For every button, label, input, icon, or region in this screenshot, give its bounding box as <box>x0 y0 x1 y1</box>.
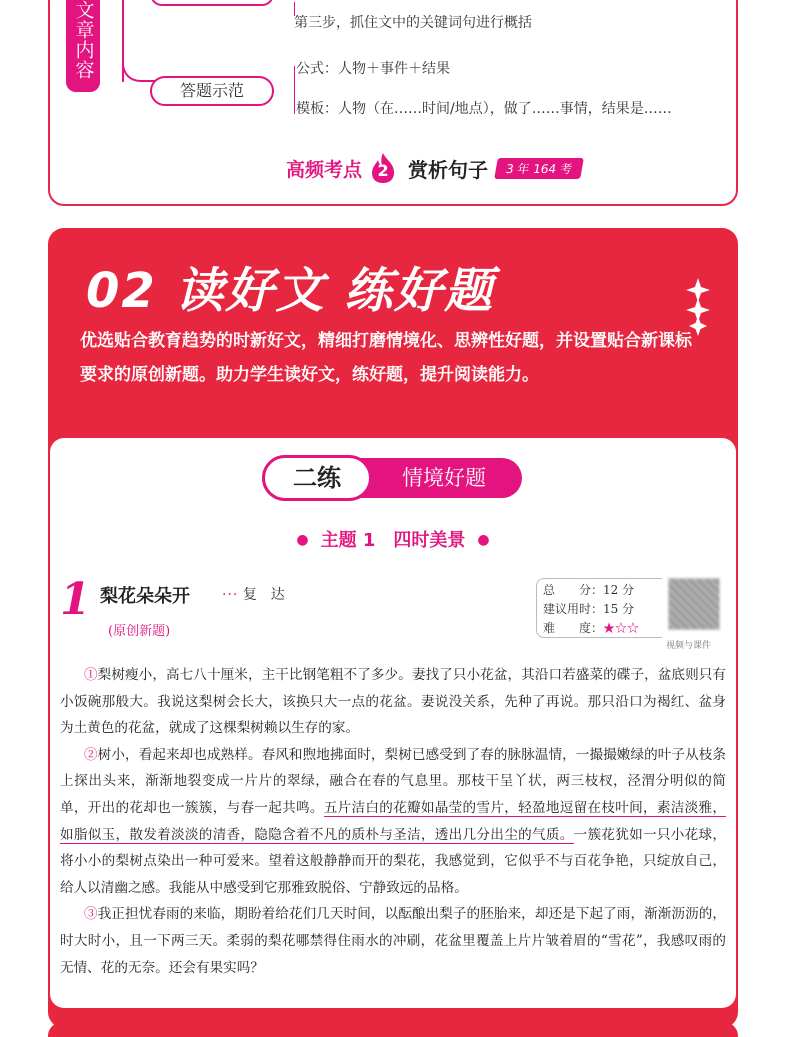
hot-topic-row <box>286 150 582 186</box>
side-tab-label: 文章内容 <box>72 0 95 80</box>
practice-level-label: 二练 <box>262 455 372 501</box>
hot-topic-number: 2 <box>377 161 389 180</box>
theme-label: 主题 1 四时美景 <box>320 530 466 551</box>
underlined-sentence: 五片洁白的花瓣如晶莹的雪片，轻盈地逗留在枝叶间，素洁淡雅，如脂似玉，散发着淡淡的清香，隐隐含着不凡的质朴与圣洁，透出几分出尘的气质。 <box>60 799 727 843</box>
paragraph-text: 我正担忧春雨的来临，期盼着给花们几天时间，以酝酿出梨子的胚胎来，却还是下起了雨，渐渐沥沥的，时大时小，且一下两三天。柔弱的梨花哪禁得住雨水的冲刷，花盆里覆盖上片片皱着眉的“雪花”，我感叹雨的无情、花的无奈。还会有果实吗？ <box>60 906 727 976</box>
paragraph-1 <box>60 662 726 742</box>
difficulty-stars: ★☆☆ <box>603 621 640 635</box>
hot-topic-title: 赏析句子 <box>408 157 489 182</box>
side-tab-article-content <box>66 0 100 92</box>
difficulty <box>543 619 656 638</box>
original-tag: (原创新题) <box>108 624 171 639</box>
total-score: 总 分：12 分 <box>543 583 635 597</box>
step3-text: 第三步，抓住文中的关键词句进行概括 <box>294 15 532 31</box>
section-intro: 优选贴合教育趋势的时新好文，精细打磨情境化、思辨性好题，并设置贴合新课标要求的原创新题。助力学生读好文，练好题，提升阅读能力。 <box>80 331 692 385</box>
qr-code-label: 视频与课件 <box>666 641 712 651</box>
answer-example-node: 答题示范 <box>150 76 274 106</box>
exercise-meta <box>536 578 662 638</box>
paragraph-text: 梨树瘦小，高七八十厘米，主干比钢笔粗不了多少。妻找了只小花盆，其沿口若盛菜的碟子，盆底则只有小饭碗那般大。我说这梨树会长大，该换只大一点的花盆。妻说没关系，先种了再说。那只沿口为褐红、盆身为土黄色的花盆，就成了这棵梨树赖以生存的家。 <box>60 667 727 737</box>
suggested-time: 建议用时：15 分 <box>543 602 635 616</box>
mindmap-node-top <box>150 0 274 6</box>
practice-panel <box>50 438 736 1008</box>
paragraph-2 <box>60 742 726 902</box>
exam-count-badge: 3 年 164 考 <box>494 158 584 179</box>
practice-header <box>262 452 530 504</box>
article-number: 1 <box>60 574 91 625</box>
difficulty-label: 难 度： <box>543 621 604 635</box>
template-text: 模板：人物（在……时间/地点），做了……事情，结果是…… <box>296 101 672 117</box>
paragraph-number: ③ <box>84 906 98 923</box>
paragraph-3 <box>60 901 726 981</box>
flame-icon <box>368 152 398 184</box>
article-title: 梨花朵朵开 <box>100 586 190 607</box>
branch-line <box>294 66 295 114</box>
article-author <box>222 584 285 604</box>
bullet-dot: ● <box>477 532 490 548</box>
paragraph-text: 一簇花犹如一只小花球，将小小的梨树点染出一种可爱来。望着这般静静而开的梨花，我感觉到，它似乎不与百花争艳，只绽放自己，给人以清幽之感。我能从中感受到它那雅致脱俗、宁静致远的品格。 <box>60 826 726 896</box>
formula-text: 公式：人物＋事件＋结果 <box>296 61 450 77</box>
author-name: 复 达 <box>242 587 285 603</box>
article-body <box>60 662 726 981</box>
hot-topic-label: 高频考点 <box>286 158 363 181</box>
section-title: 02 读好文 练好题 <box>86 263 495 319</box>
practice-section <box>48 228 738 1028</box>
bullet-dot: ● <box>296 532 309 548</box>
paragraph-number: ② <box>84 746 98 763</box>
summary-card <box>48 0 738 206</box>
author-dots: ··· <box>222 587 239 603</box>
theme-heading <box>50 526 736 552</box>
next-section-edge <box>48 1022 738 1037</box>
practice-type-label: 情境好题 <box>360 458 522 498</box>
paragraph-number: ① <box>84 667 98 683</box>
paragraph-text: 树小，看起来却也成熟样。春风和煦地拂面时，梨树已感受到了春的脉脉温情，一撮撮嫩绿的叶子从枝条上探出头来，渐渐地裂变成一片片的翠绿，融合在春的气息里。那枝干呈丫状，两三枝杈，泾渭分明似的简单，开出的花却也一簇簇，与春一起共鸣。 <box>60 746 727 816</box>
qr-code-icon[interactable] <box>668 578 720 630</box>
